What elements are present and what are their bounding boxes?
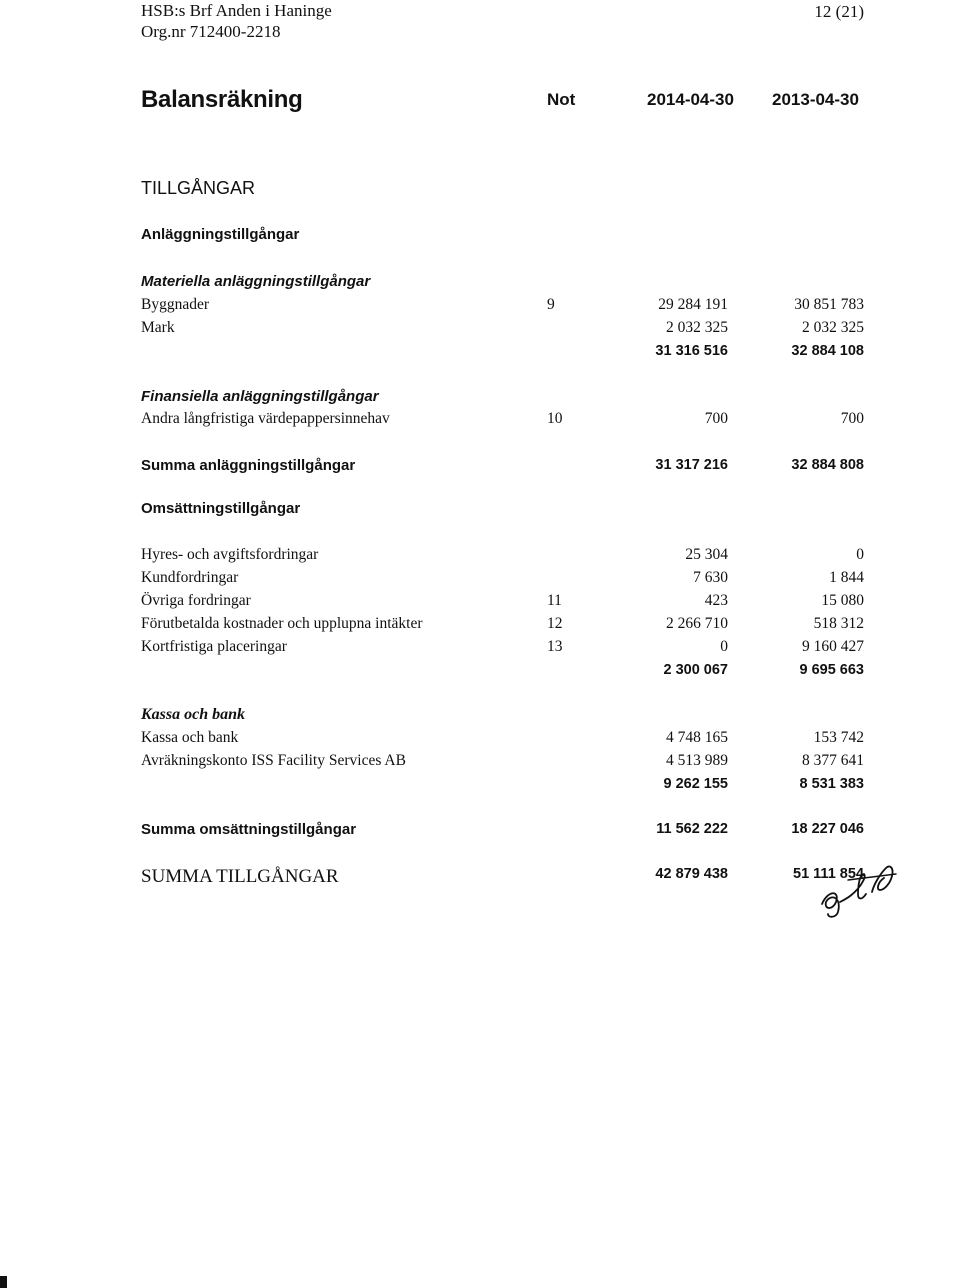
total-row-omsattningstillgangar	[0, 821, 960, 843]
row-note: 9	[547, 296, 555, 313]
handwritten-signature	[814, 860, 904, 920]
row-value-2013: 8 531 383	[799, 776, 864, 792]
row-value-2013: 153 742	[813, 729, 864, 746]
row-value-2013: 15 080	[821, 592, 864, 609]
table-row-mark	[0, 319, 960, 341]
scan-edge-mark	[0, 1276, 7, 1288]
table-row-hyres	[0, 546, 960, 568]
table-row-ovriga-fordringar	[0, 592, 960, 614]
row-value-2014: 42 879 438	[655, 866, 728, 882]
row-value-2013: 51 111 854	[793, 866, 864, 882]
section-kassa-och-bank: Kassa och bank	[141, 706, 246, 723]
row-value-2014: 31 317 216	[655, 457, 728, 473]
table-row-kundfordringar	[0, 569, 960, 591]
row-label: Summa omsättningstillgångar	[141, 821, 357, 838]
org-number: Org.nr 712400-2218	[141, 22, 281, 41]
row-value-2013: 32 884 808	[791, 457, 864, 473]
row-value-2014: 2 266 710	[666, 615, 728, 632]
row-value-2014: 25 304	[685, 546, 728, 563]
section-finansiella: Finansiella anläggningstillgångar	[141, 388, 379, 405]
section-anlaggningstillgangar: Anläggningstillgångar	[141, 226, 300, 243]
section-omsattningstillgangar: Omsättningstillgångar	[141, 500, 301, 517]
row-label: Mark	[141, 319, 175, 336]
row-value-2014: 31 316 516	[655, 343, 728, 359]
row-label: Andra långfristiga värdepappersinnehav	[141, 410, 390, 427]
row-value-2014: 423	[704, 592, 728, 609]
row-label: Kundfordringar	[141, 569, 239, 586]
row-value-2013: 0	[856, 546, 864, 563]
table-row-avrakningskonto	[0, 752, 960, 774]
row-label: Kortfristiga placeringar	[141, 638, 287, 655]
total-row-anlaggningstillgangar	[0, 457, 960, 479]
row-value-2013: 700	[840, 410, 864, 427]
row-label: Avräkningskonto ISS Facility Services AB	[141, 752, 406, 769]
row-value-2013: 9 160 427	[802, 638, 864, 655]
row-value-2013: 1 844	[829, 569, 864, 586]
page-header	[141, 0, 332, 42]
row-value-2014: 9 262 155	[663, 776, 728, 792]
row-value-2013: 30 851 783	[794, 296, 864, 313]
row-value-2014: 29 284 191	[658, 296, 728, 313]
org-name: HSB:s Brf Anden i Haninge	[141, 1, 332, 20]
row-label: Kassa och bank	[141, 729, 239, 746]
row-value-2014: 4 513 989	[666, 752, 728, 769]
page-number: 12 (21)	[814, 2, 864, 21]
section-tillgangar: TILLGÅNGAR	[141, 178, 256, 198]
column-header-not: Not	[547, 90, 576, 109]
subtotal-row-kassa	[0, 776, 960, 798]
row-value-2013: 32 884 108	[791, 343, 864, 359]
row-value-2013: 9 695 663	[799, 662, 864, 678]
row-value-2014: 0	[720, 638, 728, 655]
row-value-2014: 700	[704, 410, 728, 427]
row-label: SUMMA TILLGÅNGAR	[141, 866, 339, 887]
row-note: 11	[547, 592, 562, 609]
subtotal-row-materiella	[0, 343, 960, 365]
row-note: 13	[547, 638, 563, 655]
row-value-2014: 4 748 165	[666, 729, 728, 746]
row-value-2013: 518 312	[813, 615, 864, 632]
row-value-2014: 7 630	[693, 569, 728, 586]
subtotal-row-fordringar	[0, 662, 960, 684]
table-row-kortfristiga	[0, 638, 960, 660]
table-row-andra-langfristiga	[0, 410, 960, 432]
table-row-kassa-och-bank	[0, 729, 960, 751]
table-row-byggnader	[0, 296, 960, 318]
row-value-2013: 8 377 641	[802, 752, 864, 769]
section-materiella: Materiella anläggningstillgångar	[141, 273, 371, 290]
column-header-year2: 2013-04-30	[772, 90, 859, 109]
row-value-2014: 2 032 325	[666, 319, 728, 336]
column-header-year1: 2014-04-30	[647, 90, 734, 109]
row-label: Hyres- och avgiftsfordringar	[141, 546, 319, 563]
row-value-2014: 2 300 067	[663, 662, 728, 678]
page-title: Balansräkning	[141, 86, 303, 113]
row-note: 12	[547, 615, 563, 632]
row-value-2013: 2 032 325	[802, 319, 864, 336]
row-note: 10	[547, 410, 563, 427]
row-label: Förutbetalda kostnader och upplupna intäkter	[141, 615, 423, 632]
row-label: Byggnader	[141, 296, 210, 313]
row-value-2014: 11 562 222	[656, 821, 728, 837]
row-value-2013: 18 227 046	[791, 821, 864, 837]
row-label: Summa anläggningstillgångar	[141, 457, 356, 474]
table-row-forutbetalda	[0, 615, 960, 637]
row-label: Övriga fordringar	[141, 592, 251, 609]
